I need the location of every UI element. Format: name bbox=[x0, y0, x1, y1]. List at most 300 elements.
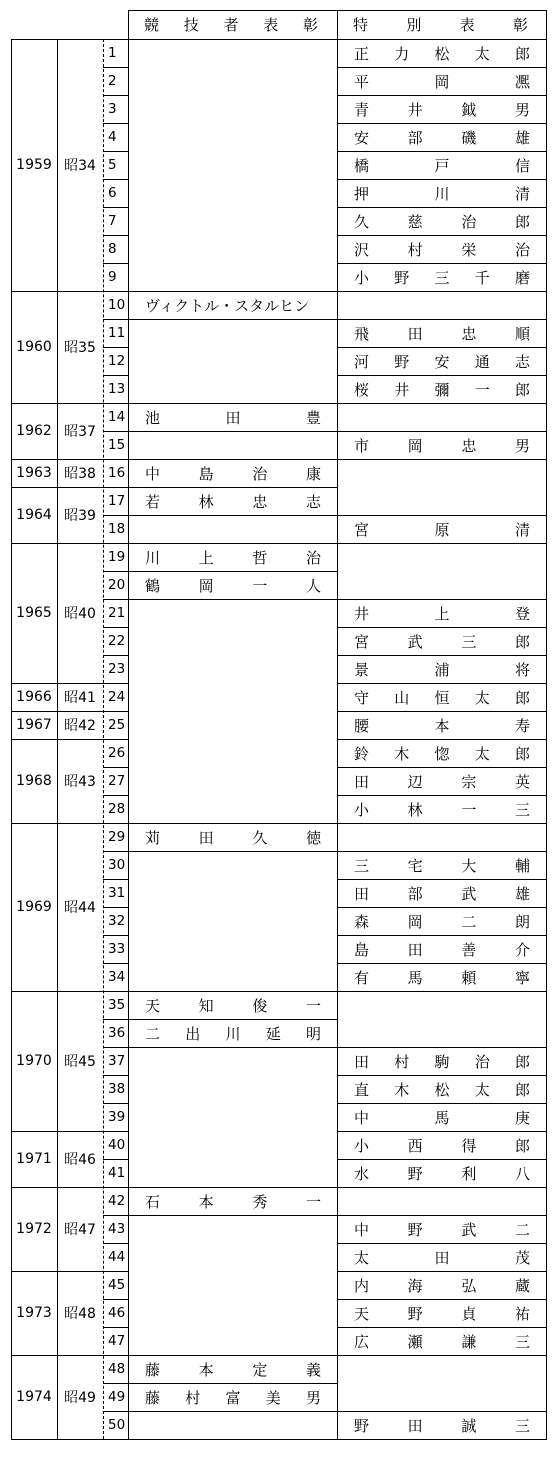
row-number: 26 bbox=[108, 745, 126, 761]
row-number-separator bbox=[103, 347, 128, 348]
name-char: 三 bbox=[461, 632, 477, 651]
era-cell: 昭39 bbox=[64, 508, 96, 524]
special-name-cell bbox=[337, 1271, 546, 1299]
special-name-cell bbox=[337, 991, 546, 1047]
special-name-cell bbox=[337, 1047, 546, 1075]
name-char: 将 bbox=[514, 660, 530, 679]
name-char: 三 bbox=[514, 1332, 530, 1351]
era-cell: 昭35 bbox=[64, 340, 96, 356]
row-number: 49 bbox=[108, 1389, 126, 1405]
row-number: 21 bbox=[108, 605, 126, 621]
athlete-name-cell bbox=[128, 319, 337, 403]
group-separator bbox=[11, 991, 103, 992]
name-char: 謙 bbox=[461, 1332, 477, 1351]
era-cell: 昭46 bbox=[64, 1152, 96, 1168]
era-cell: 昭48 bbox=[64, 1306, 96, 1322]
special-separator bbox=[337, 95, 546, 96]
era-cell: 昭38 bbox=[64, 466, 96, 482]
special-name-cell bbox=[337, 1075, 546, 1103]
row-number-separator bbox=[103, 1271, 128, 1272]
special-name-cell bbox=[337, 907, 546, 935]
name-char: 田 bbox=[198, 828, 214, 847]
name-char: 栄 bbox=[461, 240, 477, 259]
header-special bbox=[337, 10, 546, 39]
name-char: 太 bbox=[474, 1080, 490, 1099]
row-number-separator bbox=[103, 571, 128, 572]
row-number-separator bbox=[103, 991, 128, 992]
name-char: 藤 bbox=[145, 1388, 161, 1407]
row-number: 47 bbox=[108, 1333, 126, 1349]
group-separator bbox=[11, 711, 103, 712]
era-cell: 昭42 bbox=[64, 718, 96, 734]
name-char: 男 bbox=[305, 1388, 321, 1407]
row-number: 32 bbox=[108, 913, 126, 929]
name-char: 本 bbox=[198, 1192, 214, 1211]
row-number-separator bbox=[103, 291, 128, 292]
name-char: 誠 bbox=[461, 1416, 477, 1435]
athlete-name-cell bbox=[128, 1215, 337, 1355]
name-char: 一 bbox=[461, 800, 477, 819]
special-separator bbox=[337, 879, 546, 880]
group-separator bbox=[11, 1271, 103, 1272]
special-name-cell bbox=[337, 1327, 546, 1355]
name-char: 林 bbox=[198, 492, 214, 511]
name-char: 川 bbox=[225, 1024, 241, 1043]
special-separator bbox=[337, 1355, 546, 1356]
name-char: 郎 bbox=[514, 1136, 530, 1155]
name-char: 一 bbox=[305, 1192, 321, 1211]
row-number-separator bbox=[103, 627, 128, 628]
name-char: 朗 bbox=[514, 912, 530, 931]
special-separator bbox=[337, 907, 546, 908]
name-char: 正 bbox=[354, 44, 370, 63]
row-number-separator bbox=[103, 823, 128, 824]
name-char: 惚 bbox=[434, 744, 450, 763]
name-char: 三 bbox=[514, 1416, 530, 1435]
row-number: 10 bbox=[108, 297, 126, 313]
row-number: 14 bbox=[108, 409, 126, 425]
name-char: 定 bbox=[252, 1360, 268, 1379]
row-number-separator bbox=[103, 487, 128, 488]
special-separator bbox=[337, 1243, 546, 1244]
name-char: 田 bbox=[354, 884, 370, 903]
special-name-cell bbox=[337, 1103, 546, 1131]
table-right-border bbox=[546, 10, 547, 1440]
special-separator bbox=[337, 263, 546, 264]
name-char: 鉞 bbox=[461, 100, 477, 119]
name-char: 明 bbox=[305, 1024, 321, 1043]
name-char: 岡 bbox=[434, 72, 450, 91]
special-name-cell bbox=[337, 207, 546, 235]
athlete-name-cell bbox=[128, 1355, 337, 1383]
special-name-cell bbox=[337, 627, 546, 655]
row-number-separator bbox=[103, 963, 128, 964]
name-char: 治 bbox=[461, 212, 477, 231]
special-name-cell bbox=[337, 1299, 546, 1327]
row-number-separator bbox=[103, 1103, 128, 1104]
special-separator bbox=[337, 851, 546, 852]
special-name-cell bbox=[337, 291, 546, 319]
name-char: 信 bbox=[514, 156, 530, 175]
name-char: 郎 bbox=[514, 1052, 530, 1071]
special-name-cell bbox=[337, 711, 546, 739]
row-number: 9 bbox=[108, 269, 117, 285]
header-char: 者 bbox=[223, 16, 239, 34]
row-number-separator bbox=[103, 95, 128, 96]
special-name-cell bbox=[337, 543, 546, 599]
name-char: 忠 bbox=[461, 436, 477, 455]
name-char: 磨 bbox=[514, 268, 530, 287]
name-char: 木 bbox=[394, 744, 410, 763]
name-char: 豊 bbox=[305, 408, 321, 427]
name-char: 一 bbox=[305, 996, 321, 1015]
special-name-cell bbox=[337, 1355, 546, 1411]
athlete-separator bbox=[128, 515, 337, 516]
special-separator bbox=[337, 711, 546, 712]
row-number-separator bbox=[103, 1075, 128, 1076]
special-name-cell bbox=[337, 263, 546, 291]
name-char: 久 bbox=[354, 212, 370, 231]
name-char: 太 bbox=[474, 44, 490, 63]
name-char: 男 bbox=[514, 100, 530, 119]
special-separator bbox=[337, 291, 546, 292]
name-char: 蔵 bbox=[514, 1276, 530, 1295]
name-char: 岡 bbox=[407, 912, 423, 931]
athlete-name-cell bbox=[128, 991, 337, 1019]
athlete-name-cell bbox=[128, 1383, 337, 1411]
name-char: 中 bbox=[354, 1108, 370, 1127]
era-cell: 昭40 bbox=[64, 606, 96, 622]
row-number-separator bbox=[103, 1411, 128, 1412]
header-char: 競 bbox=[144, 16, 160, 34]
row-number-separator bbox=[103, 711, 128, 712]
special-name-cell bbox=[337, 963, 546, 991]
row-number: 25 bbox=[108, 717, 126, 733]
name-char: 瀬 bbox=[407, 1332, 423, 1351]
special-separator bbox=[337, 795, 546, 796]
name-char: 雄 bbox=[514, 884, 530, 903]
name-char: 治 bbox=[252, 464, 268, 483]
name-char: 義 bbox=[305, 1360, 321, 1379]
row-number: 28 bbox=[108, 801, 126, 817]
name-char: 恒 bbox=[434, 688, 450, 707]
year-cell: 1960 bbox=[16, 339, 52, 355]
name-char: 馬 bbox=[407, 968, 423, 987]
name-char: 出 bbox=[185, 1024, 201, 1043]
special-name-cell bbox=[337, 767, 546, 795]
name-char: 松 bbox=[434, 1080, 450, 1099]
special-separator bbox=[337, 459, 546, 460]
special-separator bbox=[337, 543, 546, 544]
athlete-name-cell bbox=[128, 1047, 337, 1187]
year-cell: 1963 bbox=[16, 465, 52, 481]
name-char: 橋 bbox=[354, 156, 370, 175]
athlete-name-cell bbox=[128, 1411, 337, 1439]
name-char: 寧 bbox=[514, 968, 530, 987]
row-number: 5 bbox=[108, 157, 117, 173]
name-char: 野 bbox=[407, 1304, 423, 1323]
name-char: 利 bbox=[461, 1164, 477, 1183]
name-char: 野 bbox=[407, 1220, 423, 1239]
row-number: 37 bbox=[108, 1053, 126, 1069]
row-number-separator bbox=[103, 1383, 128, 1384]
row-number-separator bbox=[103, 543, 128, 544]
name-char: 飛 bbox=[354, 324, 370, 343]
year-cell: 1968 bbox=[16, 773, 52, 789]
name-char: 順 bbox=[514, 324, 530, 343]
name-char: 磯 bbox=[461, 128, 477, 147]
name-char: 通 bbox=[474, 352, 490, 371]
name-char: 押 bbox=[354, 184, 370, 203]
group-separator bbox=[11, 739, 103, 740]
name-char: 部 bbox=[407, 884, 423, 903]
athlete-name-cell: ヴィクトル・スタルヒン bbox=[145, 296, 310, 315]
name-char: 貞 bbox=[461, 1304, 477, 1323]
row-number-separator bbox=[103, 263, 128, 264]
group-separator bbox=[11, 543, 103, 544]
row-number: 22 bbox=[108, 633, 126, 649]
name-char: 康 bbox=[305, 464, 321, 483]
row-number: 48 bbox=[108, 1361, 126, 1377]
row-number: 44 bbox=[108, 1249, 126, 1265]
row-number-separator bbox=[103, 907, 128, 908]
athlete-name-cell bbox=[128, 515, 337, 543]
name-char: 上 bbox=[198, 548, 214, 567]
athlete-separator bbox=[128, 543, 337, 544]
special-separator bbox=[337, 1327, 546, 1328]
name-char: 浦 bbox=[434, 660, 450, 679]
row-number: 20 bbox=[108, 577, 126, 593]
special-separator bbox=[337, 1159, 546, 1160]
special-name-cell bbox=[337, 683, 546, 711]
row-number-separator bbox=[103, 1299, 128, 1300]
name-char: 田 bbox=[225, 408, 241, 427]
athlete-separator bbox=[128, 1019, 337, 1020]
name-char: 桜 bbox=[354, 380, 370, 399]
special-name-cell bbox=[337, 95, 546, 123]
name-char: 池 bbox=[145, 408, 161, 427]
name-char: 郎 bbox=[514, 632, 530, 651]
name-char: 川 bbox=[434, 184, 450, 203]
name-char: 男 bbox=[514, 436, 530, 455]
header-char: 特 bbox=[353, 16, 369, 34]
name-char: 沢 bbox=[354, 240, 370, 259]
name-char: 志 bbox=[514, 352, 530, 371]
athlete-name-cell bbox=[128, 459, 337, 487]
name-char: 岡 bbox=[407, 436, 423, 455]
name-char: 祐 bbox=[514, 1304, 530, 1323]
name-char: 郎 bbox=[514, 688, 530, 707]
name-char: 川 bbox=[145, 548, 161, 567]
athlete-name-cell bbox=[128, 599, 337, 823]
row-number: 13 bbox=[108, 381, 126, 397]
special-separator bbox=[337, 151, 546, 152]
name-char: 三 bbox=[514, 800, 530, 819]
row-number: 30 bbox=[108, 857, 126, 873]
athlete-separator bbox=[128, 431, 337, 432]
name-char: 本 bbox=[198, 1360, 214, 1379]
year-cell: 1972 bbox=[16, 1221, 52, 1237]
name-char: 水 bbox=[354, 1164, 370, 1183]
athlete-name-cell bbox=[128, 851, 337, 991]
name-char: 戸 bbox=[434, 156, 450, 175]
name-char: 河 bbox=[354, 352, 370, 371]
special-separator bbox=[337, 1047, 546, 1048]
row-number: 23 bbox=[108, 661, 126, 677]
name-char: 腰 bbox=[354, 716, 370, 735]
special-separator bbox=[337, 1187, 546, 1188]
special-separator bbox=[337, 823, 546, 824]
name-char: 登 bbox=[514, 604, 530, 623]
name-char: 美 bbox=[265, 1388, 281, 1407]
special-name-cell bbox=[337, 1215, 546, 1243]
name-char: 鶴 bbox=[145, 576, 161, 595]
era-cell: 昭44 bbox=[64, 900, 96, 916]
name-char: 太 bbox=[354, 1248, 370, 1267]
special-name-cell bbox=[337, 39, 546, 67]
name-char: 茂 bbox=[514, 1248, 530, 1267]
name-char: 介 bbox=[514, 940, 530, 959]
name-char: 治 bbox=[305, 548, 321, 567]
name-char: 上 bbox=[434, 604, 450, 623]
athlete-name-cell bbox=[128, 487, 337, 515]
name-char: 中 bbox=[145, 464, 161, 483]
name-char: 郎 bbox=[514, 1080, 530, 1099]
row-number-separator bbox=[103, 739, 128, 740]
name-char: 凞 bbox=[514, 72, 530, 91]
group-separator bbox=[11, 291, 103, 292]
name-char: 田 bbox=[407, 940, 423, 959]
special-separator bbox=[337, 1299, 546, 1300]
name-char: 井 bbox=[407, 100, 423, 119]
group-separator bbox=[11, 459, 103, 460]
row-number-separator bbox=[103, 599, 128, 600]
row-number-separator bbox=[103, 375, 128, 376]
name-char: 田 bbox=[434, 1248, 450, 1267]
era-cell: 昭43 bbox=[64, 774, 96, 790]
name-char: 有 bbox=[354, 968, 370, 987]
year-cell: 1962 bbox=[16, 423, 52, 439]
name-char: 中 bbox=[354, 1220, 370, 1239]
name-char: 富 bbox=[225, 1388, 241, 1407]
row-number-separator bbox=[103, 879, 128, 880]
name-char: 延 bbox=[265, 1024, 281, 1043]
name-char: 忠 bbox=[252, 492, 268, 511]
special-name-cell bbox=[337, 739, 546, 767]
special-separator bbox=[337, 1075, 546, 1076]
group-separator bbox=[11, 823, 103, 824]
row-number-separator bbox=[103, 207, 128, 208]
row-number: 24 bbox=[108, 689, 126, 705]
name-char: 郎 bbox=[514, 212, 530, 231]
name-char: 宅 bbox=[407, 856, 423, 875]
name-char: 島 bbox=[354, 940, 370, 959]
name-char: 宗 bbox=[461, 772, 477, 791]
row-number: 43 bbox=[108, 1221, 126, 1237]
name-char: 慈 bbox=[407, 212, 423, 231]
name-char: 田 bbox=[407, 324, 423, 343]
name-char: 田 bbox=[354, 772, 370, 791]
name-char: 二 bbox=[145, 1024, 161, 1043]
year-cell: 1971 bbox=[16, 1151, 52, 1167]
athlete-name-cell bbox=[128, 403, 337, 431]
name-char: 辺 bbox=[407, 772, 423, 791]
name-char: 徳 bbox=[305, 828, 321, 847]
name-char: 郎 bbox=[514, 380, 530, 399]
name-char: 武 bbox=[407, 632, 423, 651]
name-char: 田 bbox=[354, 1052, 370, 1071]
header-athlete bbox=[128, 10, 337, 39]
name-char: 郎 bbox=[514, 44, 530, 63]
era-cell: 昭49 bbox=[64, 1390, 96, 1406]
row-number-separator bbox=[103, 851, 128, 852]
row-number-separator bbox=[103, 179, 128, 180]
special-name-cell bbox=[337, 403, 546, 431]
name-char: 野 bbox=[407, 1164, 423, 1183]
name-char: 青 bbox=[354, 100, 370, 119]
row-number: 41 bbox=[108, 1165, 126, 1181]
name-char: 松 bbox=[434, 44, 450, 63]
name-char: 村 bbox=[185, 1388, 201, 1407]
name-char: 守 bbox=[354, 688, 370, 707]
name-char: 天 bbox=[354, 1304, 370, 1323]
special-separator bbox=[337, 1103, 546, 1104]
row-number: 6 bbox=[108, 185, 117, 201]
name-char: 彌 bbox=[434, 380, 450, 399]
special-name-cell bbox=[337, 179, 546, 207]
name-char: 野 bbox=[354, 1416, 370, 1435]
row-number: 46 bbox=[108, 1305, 126, 1321]
name-char: 若 bbox=[145, 492, 161, 511]
name-char: 安 bbox=[434, 352, 450, 371]
name-char: 志 bbox=[305, 492, 321, 511]
year-cell: 1974 bbox=[16, 1389, 52, 1405]
row-number-separator bbox=[103, 431, 128, 432]
name-char: 英 bbox=[514, 772, 530, 791]
row-number: 11 bbox=[108, 325, 126, 341]
special-separator bbox=[337, 1411, 546, 1412]
athlete-separator bbox=[128, 1187, 337, 1188]
name-char: 秀 bbox=[252, 1192, 268, 1211]
athlete-name-cell bbox=[128, 1019, 337, 1047]
special-name-cell bbox=[337, 515, 546, 543]
name-char: 石 bbox=[145, 1192, 161, 1211]
special-name-cell bbox=[337, 67, 546, 95]
name-char: 大 bbox=[461, 856, 477, 875]
row-number: 50 bbox=[108, 1417, 126, 1433]
name-char: 安 bbox=[354, 128, 370, 147]
special-name-cell bbox=[337, 235, 546, 263]
year-cell: 1970 bbox=[16, 1053, 52, 1069]
name-char: 馬 bbox=[434, 1108, 450, 1127]
year-cell: 1959 bbox=[16, 157, 52, 173]
name-char: 清 bbox=[514, 184, 530, 203]
name-char: 治 bbox=[514, 240, 530, 259]
special-separator bbox=[337, 347, 546, 348]
special-name-cell bbox=[337, 1159, 546, 1187]
row-number-separator bbox=[103, 1131, 128, 1132]
row-number-separator bbox=[103, 1019, 128, 1020]
row-number-separator bbox=[103, 403, 128, 404]
special-separator bbox=[337, 963, 546, 964]
name-char: 宮 bbox=[354, 520, 370, 539]
athlete-separator bbox=[128, 823, 337, 824]
special-separator bbox=[337, 655, 546, 656]
athlete-separator bbox=[128, 1383, 337, 1384]
name-char: 清 bbox=[514, 520, 530, 539]
special-name-cell bbox=[337, 823, 546, 851]
special-separator bbox=[337, 375, 546, 376]
